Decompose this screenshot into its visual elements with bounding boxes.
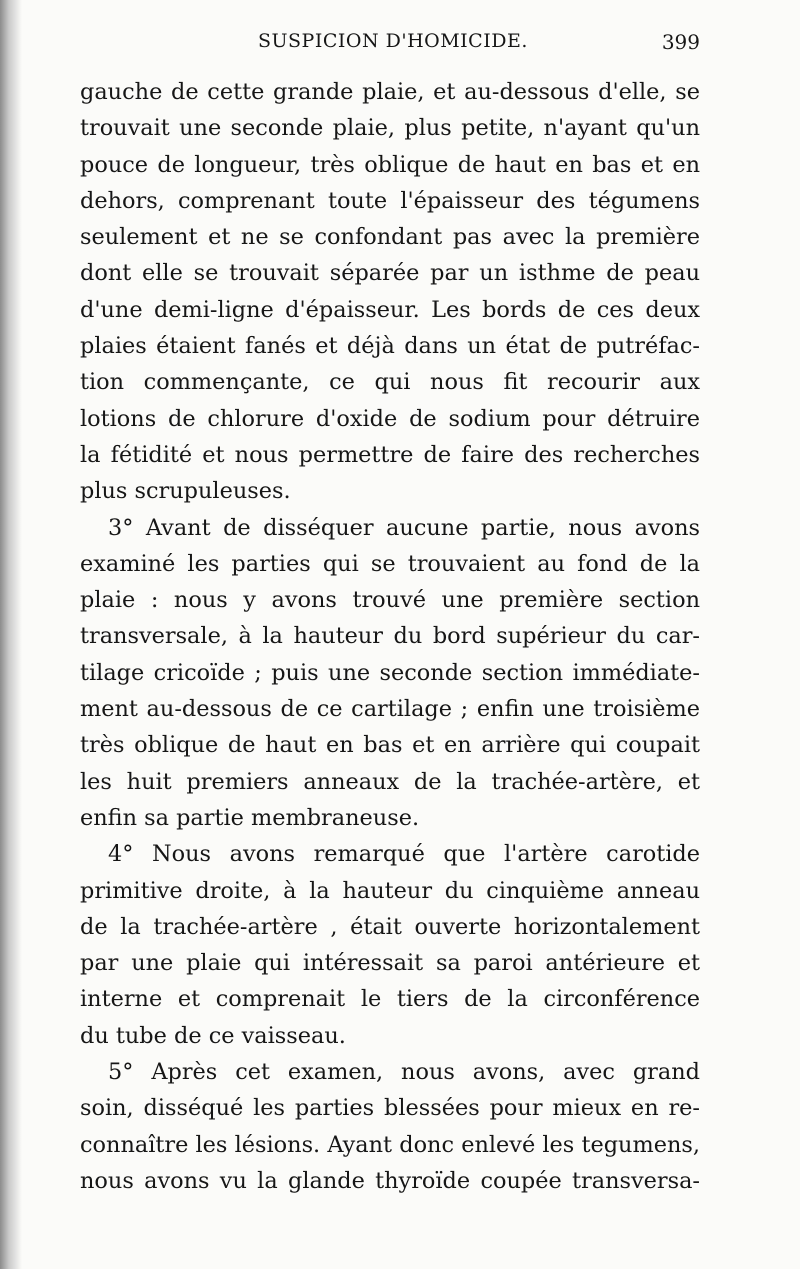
text-line: de la trachée-artère , était ouverte horizontalement — [80, 913, 700, 940]
text-line: tilage cricoïde ; puis une seconde section immédiate- — [80, 659, 700, 686]
text-line: plaies étaient fanés et déjà dans un état de putréfac- — [80, 333, 700, 360]
page-header — [78, 30, 700, 64]
text-line: par une plaie qui intéressait sa paroi antérieure et — [80, 950, 700, 977]
text-line: la fétidité et nous permettre de faire des recherches — [80, 441, 700, 468]
text-line: trouvait une seconde plaie, plus petite, n'ayant qu'un — [80, 115, 700, 142]
text-line: très oblique de haut en bas et en arrière qui coupait — [80, 732, 700, 759]
text-line-paragraph-end: enfin sa partie membraneuse. — [80, 804, 420, 831]
paragraph-4-start: 4° Nous avons remarqué que l'artère carotide — [108, 841, 700, 868]
text-line: dehors, comprenant toute l'épaisseur des tégumens — [80, 187, 700, 214]
text-line: dont elle se trouvait séparée par un isthme de peau — [80, 260, 700, 287]
body-text — [80, 74, 700, 1199]
text-line: tion commençante, ce qui nous fit recourir aux — [80, 369, 700, 396]
text-line: soin, disséqué les parties blessées pour mieux en re- — [80, 1095, 700, 1122]
text-line: les huit premiers anneaux de la trachée-artère, et — [80, 768, 700, 795]
text-line: lotions de chlorure d'oxide de sodium pour détruire — [80, 405, 700, 432]
text-line: interne et comprenait le tiers de la circonférence — [80, 986, 700, 1013]
text-line: connaître les lésions. Ayant donc enlevé les tegumens, — [80, 1131, 700, 1158]
text-line: transversale, à la hauteur du bord supérieur du car- — [80, 623, 700, 650]
text-line: primitive droite, à la hauteur du cinquième anneau — [80, 877, 700, 904]
text-line: d'une demi-ligne d'épaisseur. Les bords de ces deux — [80, 296, 700, 323]
text-line: examiné les parties qui se trouvaient au fond de la — [80, 550, 700, 577]
text-line-paragraph-end: du tube de ce vaisseau. — [80, 1022, 346, 1049]
page-number: 399 — [661, 30, 700, 54]
text-line: plaie : nous y avons trouvé une première section — [80, 587, 700, 614]
paragraph-5-start: 5° Après cet examen, nous avons, avec grand — [108, 1059, 700, 1086]
text-line-paragraph-end: plus scrupuleuses. — [80, 478, 291, 505]
text-line: ment au-dessous de ce cartilage ; enfin une troisième — [80, 696, 700, 723]
text-line: pouce de longueur, très oblique de haut en bas et en — [80, 151, 700, 178]
text-line: nous avons vu la glande thyroïde coupée transversa- — [80, 1167, 700, 1194]
paragraph-3-start: 3° Avant de disséquer aucune partie, nous avons — [108, 514, 700, 541]
text-line: seulement et ne se confondant pas avec la première — [80, 224, 700, 251]
text-line: gauche de cette grande plaie, et au-dessous d'elle, se — [80, 79, 700, 105]
binding-shadow — [0, 0, 22, 1269]
running-title: SUSPICION D'HOMICIDE. — [258, 30, 528, 52]
